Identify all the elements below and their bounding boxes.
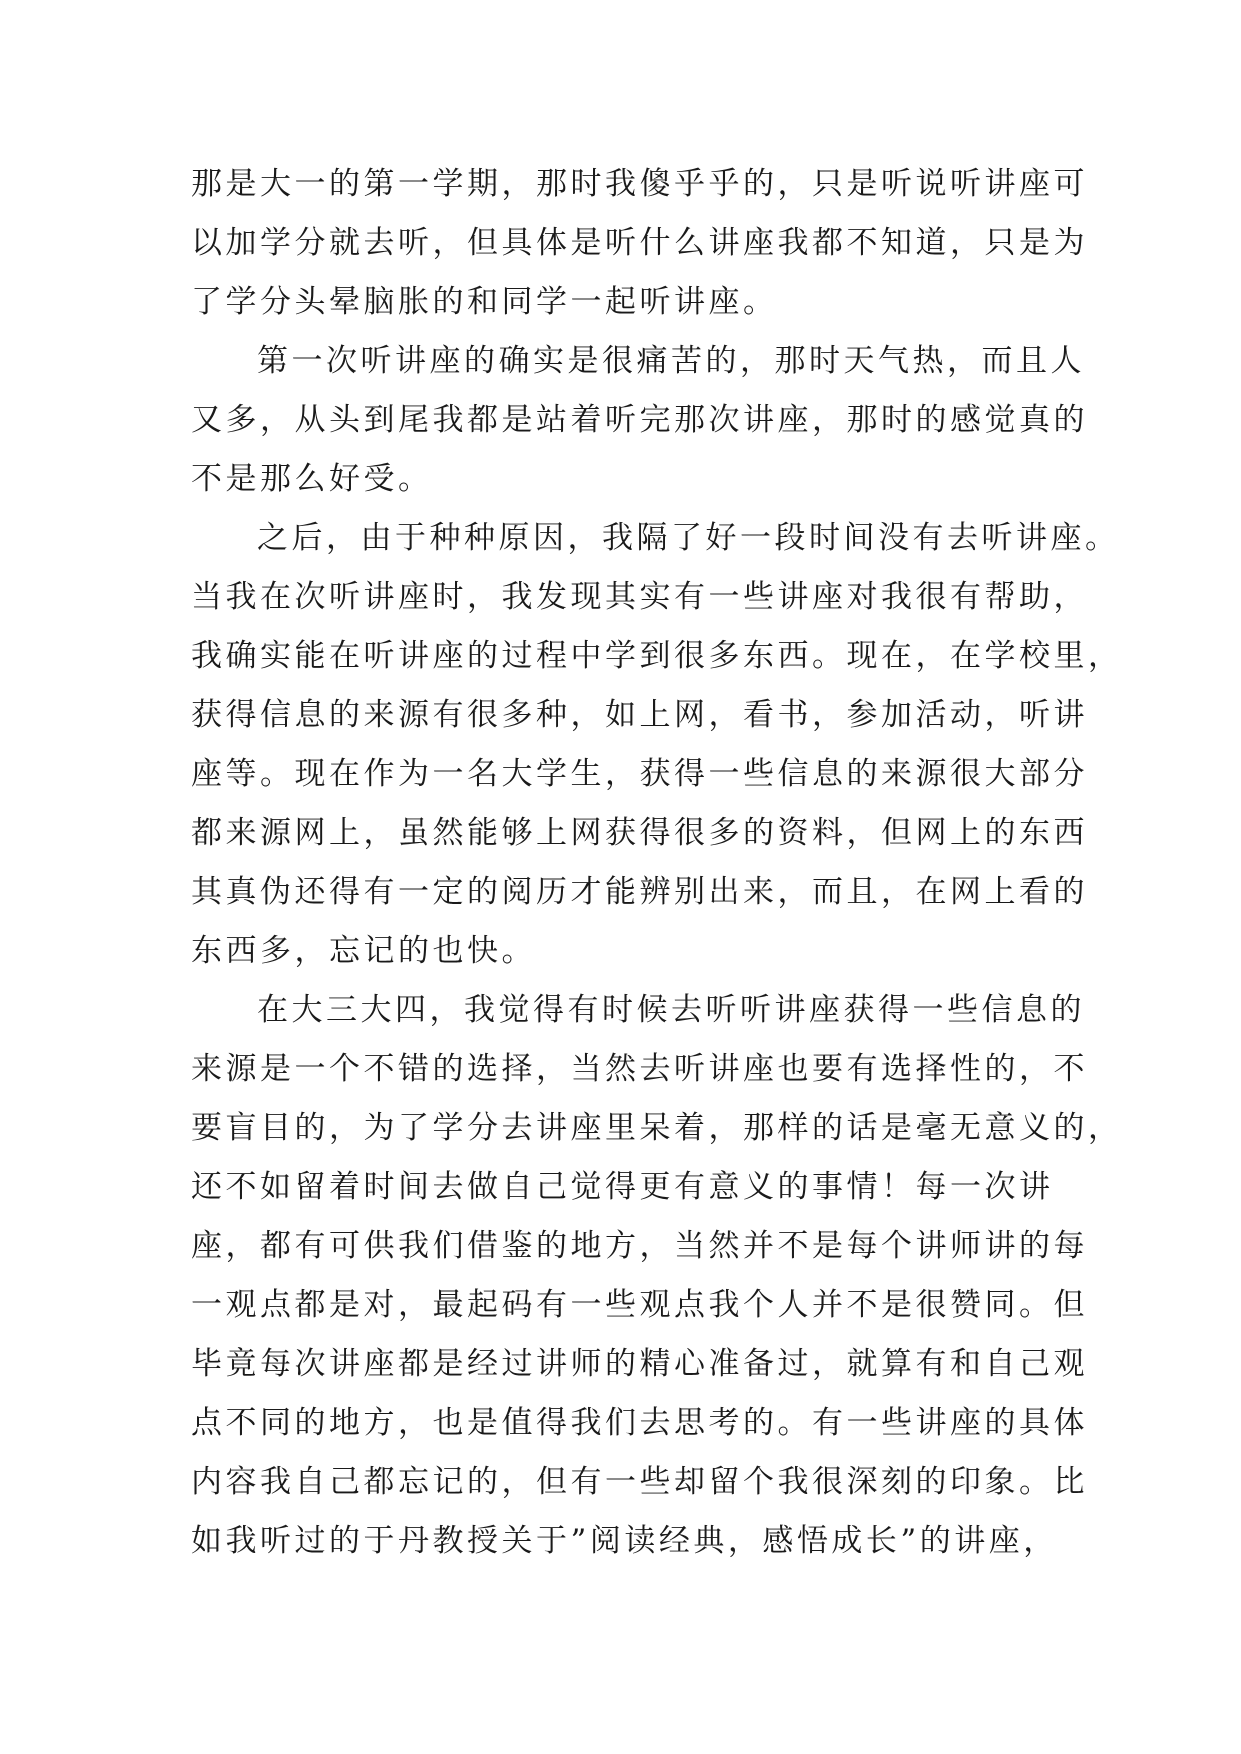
text-line: 如我听过的于丹教授关于”阅读经典，感悟成长”的讲座， bbox=[191, 1523, 1058, 1559]
text-line: 东西多，忘记的也快。 bbox=[191, 933, 536, 969]
text-line: 来源是一个不错的选择，当然去听讲座也要有选择性的，不 bbox=[191, 1051, 1088, 1087]
text-line: 我确实能在听讲座的过程中学到很多东西。现在，在学校里， bbox=[191, 638, 1123, 674]
text-line: 又多，从头到尾我都是站着听完那次讲座，那时的感觉真的 bbox=[191, 402, 1088, 438]
text-line: 还不如留着时间去做自己觉得更有意义的事情！每一次讲 bbox=[191, 1169, 1054, 1205]
text-line: 当我在次听讲座时，我发现其实有一些讲座对我很有帮助， bbox=[191, 579, 1088, 615]
text-line: 在大三大四，我觉得有时候去听听讲座获得一些信息的 bbox=[257, 992, 1085, 1028]
text-line: 都来源网上，虽然能够上网获得很多的资料，但网上的东西 bbox=[191, 815, 1088, 851]
text-line: 点不同的地方，也是值得我们去思考的。有一些讲座的具体 bbox=[191, 1405, 1088, 1441]
text-line: 不是那么好受。 bbox=[191, 461, 433, 497]
text-line: 其真伪还得有一定的阅历才能辨别出来，而且，在网上看的 bbox=[191, 874, 1088, 910]
text-line: 第一次听讲座的确实是很痛苦的，那时天气热，而且人 bbox=[257, 343, 1085, 379]
text-line: 座等。现在作为一名大学生，获得一些信息的来源很大部分 bbox=[191, 756, 1088, 792]
text-line: 之后，由于种种原因，我隔了好一段时间没有去听讲座。 bbox=[257, 520, 1120, 556]
text-line: 要盲目的，为了学分去讲座里呆着，那样的话是毫无意义的， bbox=[191, 1110, 1123, 1146]
text-line: 了学分头晕脑胀的和同学一起听讲座。 bbox=[191, 284, 778, 320]
text-line: 获得信息的来源有很多种，如上网，看书，参加活动，听讲 bbox=[191, 697, 1088, 733]
body-text bbox=[191, 155, 1123, 1571]
text-line: 毕竟每次讲座都是经过讲师的精心准备过，就算有和自己观 bbox=[191, 1346, 1088, 1382]
text-line: 一观点都是对，最起码有一些观点我个人并不是很赞同。但 bbox=[191, 1287, 1088, 1323]
text-line: 内容我自己都忘记的，但有一些却留个我很深刻的印象。比 bbox=[191, 1464, 1088, 1500]
text-line: 以加学分就去听，但具体是听什么讲座我都不知道，只是为 bbox=[191, 225, 1088, 261]
text-line: 座，都有可供我们借鉴的地方，当然并不是每个讲师讲的每 bbox=[191, 1228, 1088, 1264]
text-line: 那是大一的第一学期，那时我傻乎乎的，只是听说听讲座可 bbox=[191, 166, 1088, 202]
